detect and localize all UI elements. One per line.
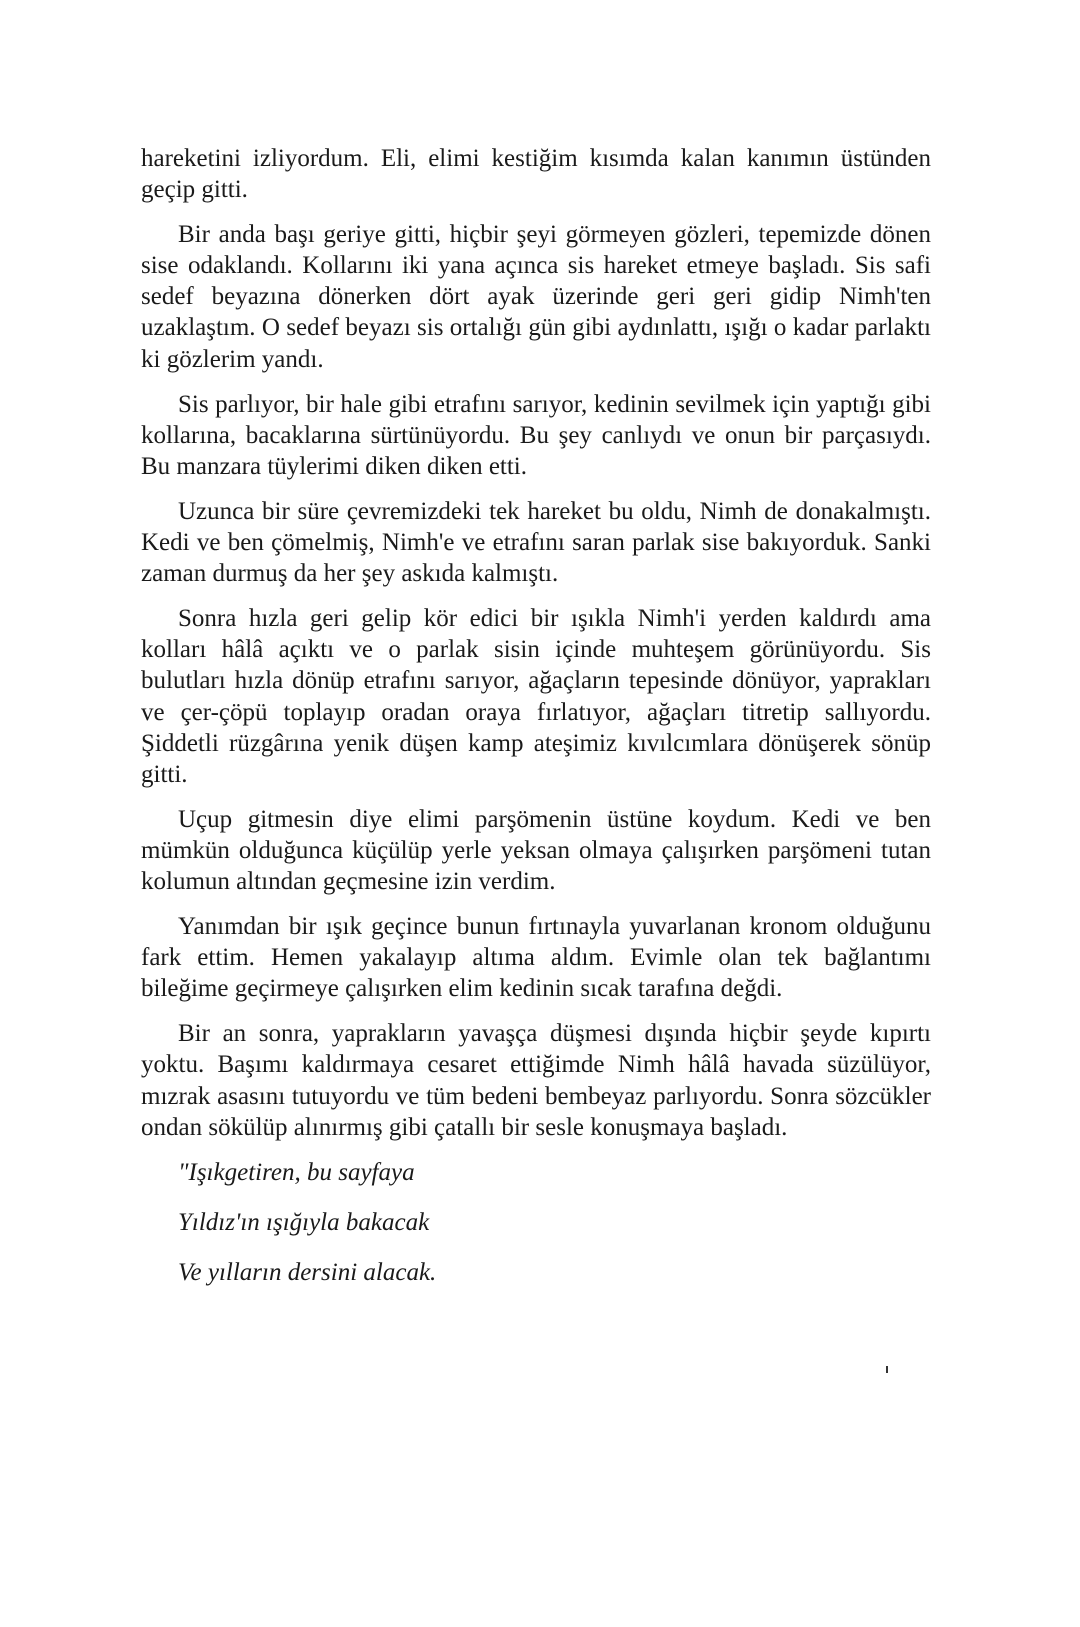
verse-line-2: Yıldız'ın ışığıyla bakacak [178, 1208, 430, 1236]
paragraph-2: Bir anda başı geriye gitti, hiçbir şeyi görmeyen gözleri, tepemizde dönen sise odaklandı. Kollarını iki yana açınca sis hareket etmeye başladı. Sis safi sedef beyazına dönerken dört ayak üzerinde geri geri gidip Nimh'ten uzaklaştım. O sedef beyazı sis ortalığı gün gibi aydınlattı, ışığı o kadar parlaktı ki gözlerim yandı. [141, 221, 931, 373]
ink-speck [886, 1366, 888, 1373]
book-page-text [141, 143, 931, 1307]
paragraph-8: Bir an sonra, yaprakların yavaşça düşmesi dışında hiçbir şeyde kıpırtı yoktu. Başımı kaldırmaya cesaret ettiğimde Nimh hâlâ havada süzülüyor, mızrak asasını tutuyordu ve tüm bedeni bembeyaz parlıyordu. Sonra sözcükler ondan sökülüp alınırmış gibi çatallı bir sesle konuşmaya başladı. [141, 1020, 931, 1141]
paragraph-5: Sonra hızla geri gelip kör edici bir ışıkla Nimh'i yerden kaldırdı ama kolları hâlâ açıktı ve o parlak sisin içinde muhteşem görünüyordu. Sis bulutları hızla dönüp etrafını sarıyor, ağaçların tepesinde dönüyor, yaprakları ve çer-çöpü toplayıp oradan oraya fırlatıyor, ağaçları titretip sallıyordu. Şiddetli rüzgârına yenik düşen kamp ateşimiz kıvılcımlara dönüşerek sönüp gitti. [141, 605, 931, 788]
paragraph-3: Sis parlıyor, bir hale gibi etrafını sarıyor, kedinin sevilmek için yaptığı gibi kollarına, bacaklarına sürtünüyordu. Bu şey canlıydı ve onun bir parçasıydı. Bu manzara tüylerimi diken diken etti. [141, 390, 931, 480]
paragraph-1: hareketini izliyordum. Eli, elimi kestiğim kısımda kalan kanımın üstünden geçip gitti. [141, 145, 931, 204]
verse-line-3: Ve yılların dersini alacak. [178, 1258, 437, 1286]
paragraph-7: Yanımdan bir ışık geçince bunun fırtınayla yuvarlanan kronom olduğunu fark ettim. Hemen yakalayıp altıma aldım. Evimle olan tek bağlantımı bileğime geçirmeye çalışırken elim kedinin sıcak tarafına değdi. [141, 913, 931, 1003]
paragraph-4: Uzunca bir süre çevremizdeki tek hareket bu oldu, Nimh de donakalmıştı. Kedi ve ben çömelmiş, Nimh'e ve etrafını saran parlak sise bakıyorduk. Sanki zaman durmuş da her şey askıda kalmıştı. [141, 497, 931, 588]
verse-block [141, 1157, 931, 1288]
verse-line-1: "Işıkgetiren, bu sayfaya [178, 1158, 415, 1186]
paragraph-6: Uçup gitmesin diye elimi parşömenin üstüne koydum. Kedi ve ben mümkün olduğunca küçülüp yerle yeksan olmaya çalışırken parşömeni tutan kolumun altından geçmesine izin verdim. [141, 805, 931, 895]
